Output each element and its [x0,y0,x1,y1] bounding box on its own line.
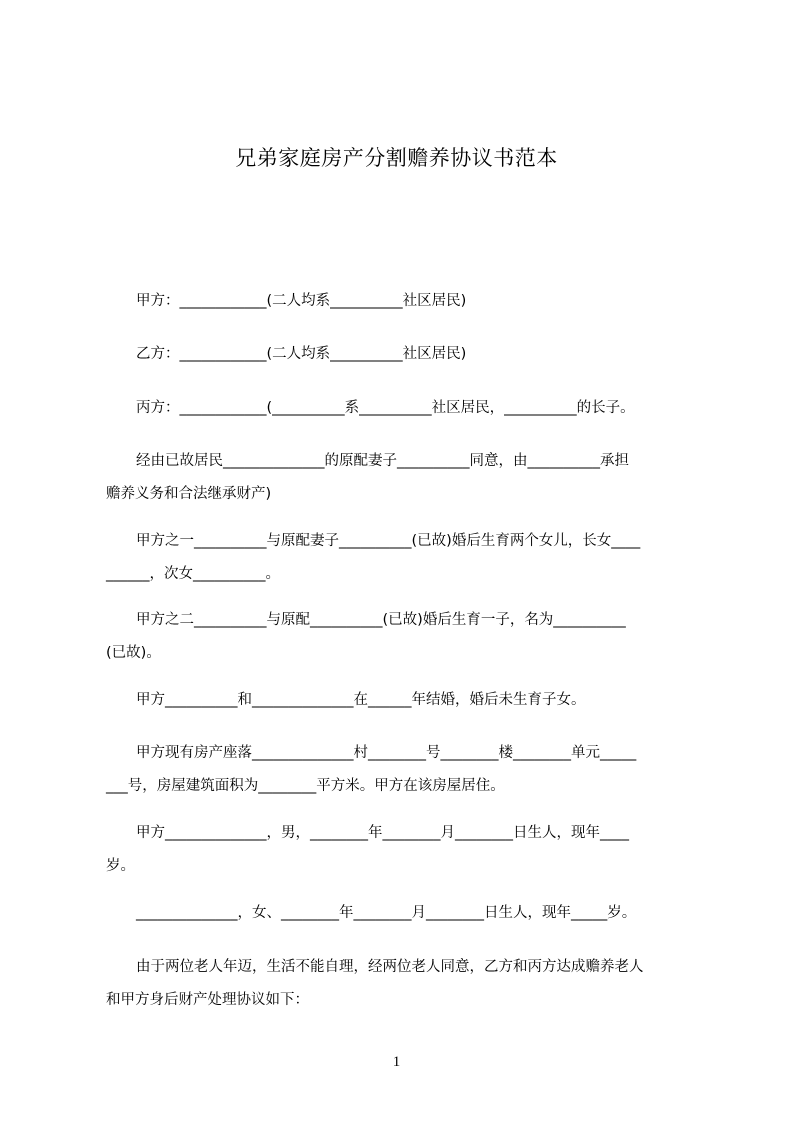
paragraph-line: ______，次女__________。 [106,566,280,582]
paragraph-party-a-one [106,525,700,591]
paragraph-line: 由于两位老人年迈，生活不能自理，经两位老人同意，乙方和丙方达成赡养老人 [136,959,644,975]
paragraph-line: 甲方：____________(二人均系__________社区居民) [136,293,467,309]
paragraph-line: ___号，房屋建筑面积为________平方米。甲方在该房屋居住。 [106,778,505,794]
paragraph-line: 岁。 [106,858,135,874]
paragraph-party-a-two [106,604,700,670]
paragraph-line: 甲方现有房产座落______________村________号________楼________单元_____ [136,745,637,761]
paragraph-line: 甲方__________和______________在______年结婚，婚后未生育子女。 [136,692,586,708]
paragraph-line: (已故)。 [106,645,161,661]
paragraph-line: 丙方：____________(__________系__________社区居民，__________的长子。 [136,400,635,416]
paragraph-line: 甲方______________，男，________年________月________日生人，现年____ [136,825,629,841]
paragraph-consent [106,445,700,511]
page-number: 1 [392,1054,401,1070]
paragraph-line: ______________，女、________年________月________日生人，现年_____岁。 [136,905,637,921]
paragraph-line: 和甲方身后财产处理协议如下： [106,992,309,1008]
paragraph-line: 赡养义务和合法继承财产) [106,486,272,502]
paragraph-line: 甲方之二__________与原配__________(已故)婚后生育一子，名为__________ [136,612,626,628]
paragraph-agreement-intro [106,951,700,1017]
paragraph-party-a-female [106,897,700,930]
paragraph-party-c [106,392,700,425]
paragraph-party-b [106,338,700,371]
paragraph-property [106,737,700,803]
paragraph-line: 甲方之一__________与原配妻子__________(已故)婚后生育两个女儿，长女____ [136,533,641,549]
paragraph-line: 乙方：____________(二人均系__________社区居民) [136,346,467,362]
document-title: 兄弟家庭房产分割赡养协议书范本 [235,146,558,170]
paragraph-line: 经由已故居民______________的原配妻子__________同意，由__________承担 [136,453,629,469]
paragraph-party-a [106,285,700,318]
paragraph-party-a-male [106,817,700,883]
paragraph-marriage [106,684,700,717]
